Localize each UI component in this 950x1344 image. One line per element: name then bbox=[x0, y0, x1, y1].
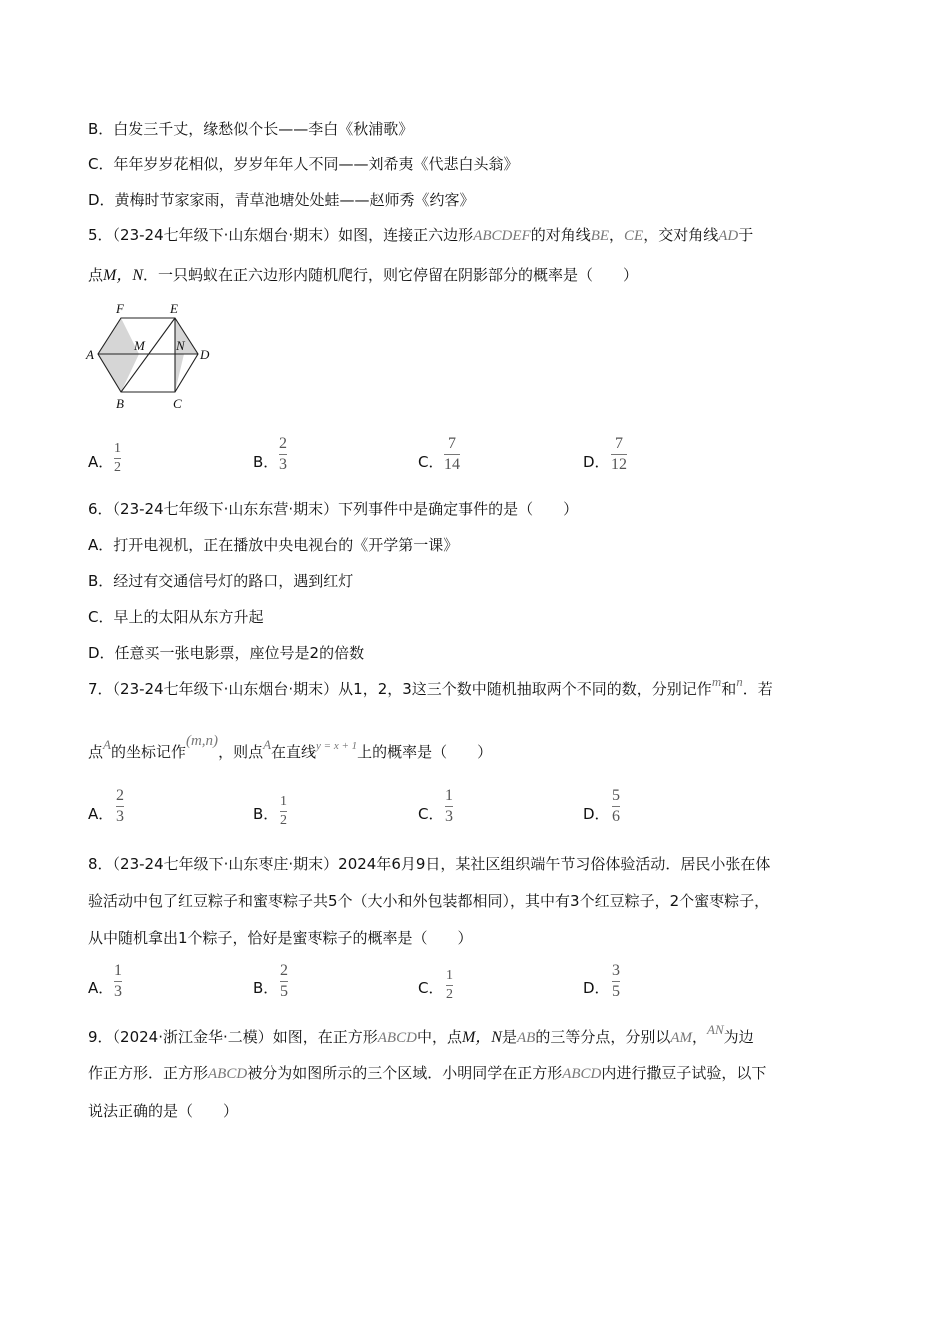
label-a: A bbox=[86, 347, 94, 362]
denominator: 5 bbox=[612, 983, 620, 1000]
label-d: D bbox=[200, 347, 210, 362]
q9-text: 是 bbox=[501, 1028, 517, 1046]
q5-math-abcdef: ABCDEF bbox=[473, 228, 531, 244]
q8-option-d[interactable]: D． bbox=[583, 979, 610, 997]
q5-text: ， bbox=[609, 226, 625, 244]
q7-option-b-fraction bbox=[280, 794, 287, 829]
q9-stem-line1 bbox=[88, 1024, 754, 1047]
q6-option-d[interactable]: D．任意买一张电影票，座位号是2的倍数 bbox=[88, 644, 365, 662]
hexagon-figure bbox=[84, 292, 224, 414]
q8-option-b[interactable]: B． bbox=[253, 979, 279, 997]
q9-text: 作正方形．正方形 bbox=[88, 1064, 209, 1082]
label-n: N bbox=[176, 338, 185, 353]
q9-math-abcd: ABCD bbox=[377, 1030, 417, 1046]
q8-stem-line1: 8．（23-24七年级下·山东枣庄·期末）2024年6月9日，某社区组织端午节习俗体验活动．居民小张在体 bbox=[88, 855, 771, 873]
q8-option-d-fraction bbox=[612, 962, 620, 1001]
q7-math-mn: (m,n) bbox=[185, 733, 219, 749]
q6-option-c[interactable]: C．早上的太阳从东方升起 bbox=[88, 608, 264, 626]
q6-option-b[interactable]: B．经过有交通信号灯的路口，遇到红灯 bbox=[88, 572, 354, 590]
shaded-region-left bbox=[98, 318, 139, 392]
q9-math-abcd: ABCD bbox=[562, 1066, 602, 1082]
label-c: C bbox=[173, 396, 182, 411]
q7-option-c[interactable]: C． bbox=[418, 805, 444, 823]
q5-math-be: BE bbox=[590, 228, 610, 244]
q7-math-m: m bbox=[711, 674, 722, 689]
q7-math-a: A bbox=[103, 737, 111, 752]
q7-stem-line1 bbox=[88, 674, 773, 699]
numerator: 1 bbox=[114, 962, 122, 979]
denominator: 5 bbox=[280, 983, 288, 1000]
q9-math-abcd: ABCD bbox=[208, 1066, 248, 1082]
label-f: F bbox=[116, 301, 124, 316]
denominator: 3 bbox=[114, 983, 122, 1000]
denominator: 2 bbox=[114, 460, 121, 475]
q7-option-a-fraction bbox=[116, 787, 124, 826]
numerator: 1 bbox=[445, 787, 453, 804]
q9-text: 中，点 bbox=[416, 1028, 462, 1046]
q5-option-a-fraction bbox=[114, 441, 121, 476]
label-b: B bbox=[116, 396, 124, 411]
q9-math-am: AM bbox=[670, 1030, 692, 1046]
denominator: 3 bbox=[445, 808, 453, 825]
q9-math-ab: AB bbox=[516, 1030, 536, 1046]
numerator: 1 bbox=[280, 794, 287, 809]
q5-number: 5． bbox=[88, 226, 113, 244]
denominator: 12 bbox=[611, 456, 627, 473]
numerator: 3 bbox=[612, 962, 620, 979]
q7-text: 点 bbox=[88, 743, 104, 761]
q8-option-a[interactable]: A． bbox=[88, 979, 114, 997]
q5-option-c-fraction bbox=[444, 435, 460, 474]
q8-option-c-fraction bbox=[446, 968, 453, 1003]
q5-text: ，交对角线 bbox=[643, 226, 719, 244]
q7-math-equation: y = x + 1 bbox=[316, 740, 358, 752]
q6-stem: 6．（23-24七年级下·山东东营·期末）下列事件中是确定事件的是（ ） bbox=[88, 500, 579, 518]
q8-option-a-fraction bbox=[114, 962, 122, 1001]
q9-text: 内进行撒豆子试验，以下 bbox=[601, 1064, 767, 1082]
q9-stem-line3: 说法正确的是（ ） bbox=[88, 1102, 239, 1120]
q8-option-b-fraction bbox=[280, 962, 288, 1001]
q5-math-mn: M，N bbox=[103, 267, 144, 284]
denominator: 3 bbox=[116, 808, 124, 825]
q8-stem-line2: 验活动中包了红豆粽子和蜜枣粽子共5个（大小和外包装都相同），其中有3个红豆粽子，2个蜜枣粽子， bbox=[88, 892, 770, 910]
numerator: 7 bbox=[448, 435, 456, 452]
denominator: 2 bbox=[446, 987, 453, 1002]
shaded-region-right bbox=[175, 318, 198, 392]
q5-option-b[interactable]: B． bbox=[253, 453, 279, 471]
q7-text: ，则点 bbox=[218, 743, 264, 761]
q9-text: 为边 bbox=[723, 1028, 754, 1046]
denominator: 6 bbox=[612, 808, 620, 825]
numerator: 2 bbox=[279, 435, 287, 452]
q5-option-b-fraction bbox=[279, 435, 287, 474]
q5-text: ．一只蚂蚁在正六边形内随机爬行，则它停留在阴影部分的概率是（ ） bbox=[143, 266, 639, 284]
q5-option-d-fraction bbox=[611, 435, 627, 474]
label-e: E bbox=[170, 301, 178, 316]
q8-option-c[interactable]: C． bbox=[418, 979, 444, 997]
q5-option-a[interactable]: A． bbox=[88, 453, 114, 471]
q5-stem-line1 bbox=[88, 224, 753, 245]
prev-option-c: C．年年岁岁花相似，岁岁年年人不同——刘希夷《代悲白头翁》 bbox=[88, 155, 519, 173]
q7-text: 上的概率是（ ） bbox=[357, 743, 493, 761]
shaded-region-center bbox=[139, 318, 175, 392]
q7-option-c-fraction bbox=[445, 787, 453, 826]
q9-text: 的三等分点，分别以 bbox=[535, 1028, 671, 1046]
denominator: 14 bbox=[444, 456, 460, 473]
numerator: 2 bbox=[116, 787, 124, 804]
numerator: 1 bbox=[114, 441, 121, 456]
q7-text: 和 bbox=[721, 680, 737, 698]
q5-math-ce: CE bbox=[624, 228, 644, 244]
q5-stem-line2 bbox=[88, 262, 638, 285]
q9-math-mn: M，N bbox=[461, 1029, 502, 1046]
q7-option-b[interactable]: B． bbox=[253, 805, 279, 823]
q9-text: 被分为如图所示的三个区域．小明同学在正方形 bbox=[247, 1064, 563, 1082]
q5-text: 点 bbox=[88, 266, 104, 284]
q8-stem-line3: 从中随机拿出1个粽子，恰好是蜜枣粽子的概率是（ ） bbox=[88, 929, 473, 947]
q7-option-a[interactable]: A． bbox=[88, 805, 114, 823]
q5-text: 的对角线 bbox=[530, 226, 591, 244]
label-m: M bbox=[134, 338, 145, 353]
q7-text: 7．（23-24七年级下·山东烟台·期末）从1，2，3这三个数中随机抽取两个不同的数，分别记作 bbox=[88, 680, 712, 698]
q5-math-ad: AD bbox=[718, 228, 739, 244]
q5-option-d[interactable]: D． bbox=[583, 453, 610, 471]
q9-text: 9．（2024·浙江金华·二模）如图，在正方形 bbox=[88, 1028, 378, 1046]
q5-text: 如图，连接正六边形 bbox=[338, 226, 474, 244]
q7-math-a: A bbox=[263, 737, 272, 752]
denominator: 3 bbox=[279, 456, 287, 473]
q9-text: ， bbox=[692, 1028, 708, 1046]
numerator: 2 bbox=[280, 962, 288, 979]
numerator: 7 bbox=[615, 435, 623, 452]
q9-stem-line2 bbox=[88, 1062, 766, 1083]
prev-option-b: B．白发三千丈，缘愁似个长——李白《秋浦歌》 bbox=[88, 120, 414, 138]
prev-option-d: D．黄梅时节家家雨，青草池塘处处蛙——赵师秀《约客》 bbox=[88, 191, 475, 209]
q6-option-a[interactable]: A．打开电视机，正在播放中央电视台的《开学第一课》 bbox=[88, 536, 459, 554]
q5-text: 于 bbox=[738, 226, 754, 244]
q7-option-d[interactable]: D． bbox=[583, 805, 610, 823]
numerator: 5 bbox=[612, 787, 620, 804]
denominator: 2 bbox=[280, 813, 287, 828]
q5-option-c[interactable]: C． bbox=[418, 453, 444, 471]
q7-text: 的坐标记作 bbox=[110, 743, 186, 761]
q7-text: 在直线 bbox=[271, 743, 317, 761]
q7-option-d-fraction bbox=[612, 787, 620, 826]
q7-stem-line2 bbox=[88, 733, 493, 762]
q7-math-n: n bbox=[736, 674, 743, 689]
q5-source: （23-24七年级下·山东烟台·期末） bbox=[112, 226, 339, 244]
q9-math-an: AN bbox=[707, 1022, 724, 1037]
q7-text: ．若 bbox=[742, 680, 773, 698]
numerator: 1 bbox=[446, 968, 453, 983]
